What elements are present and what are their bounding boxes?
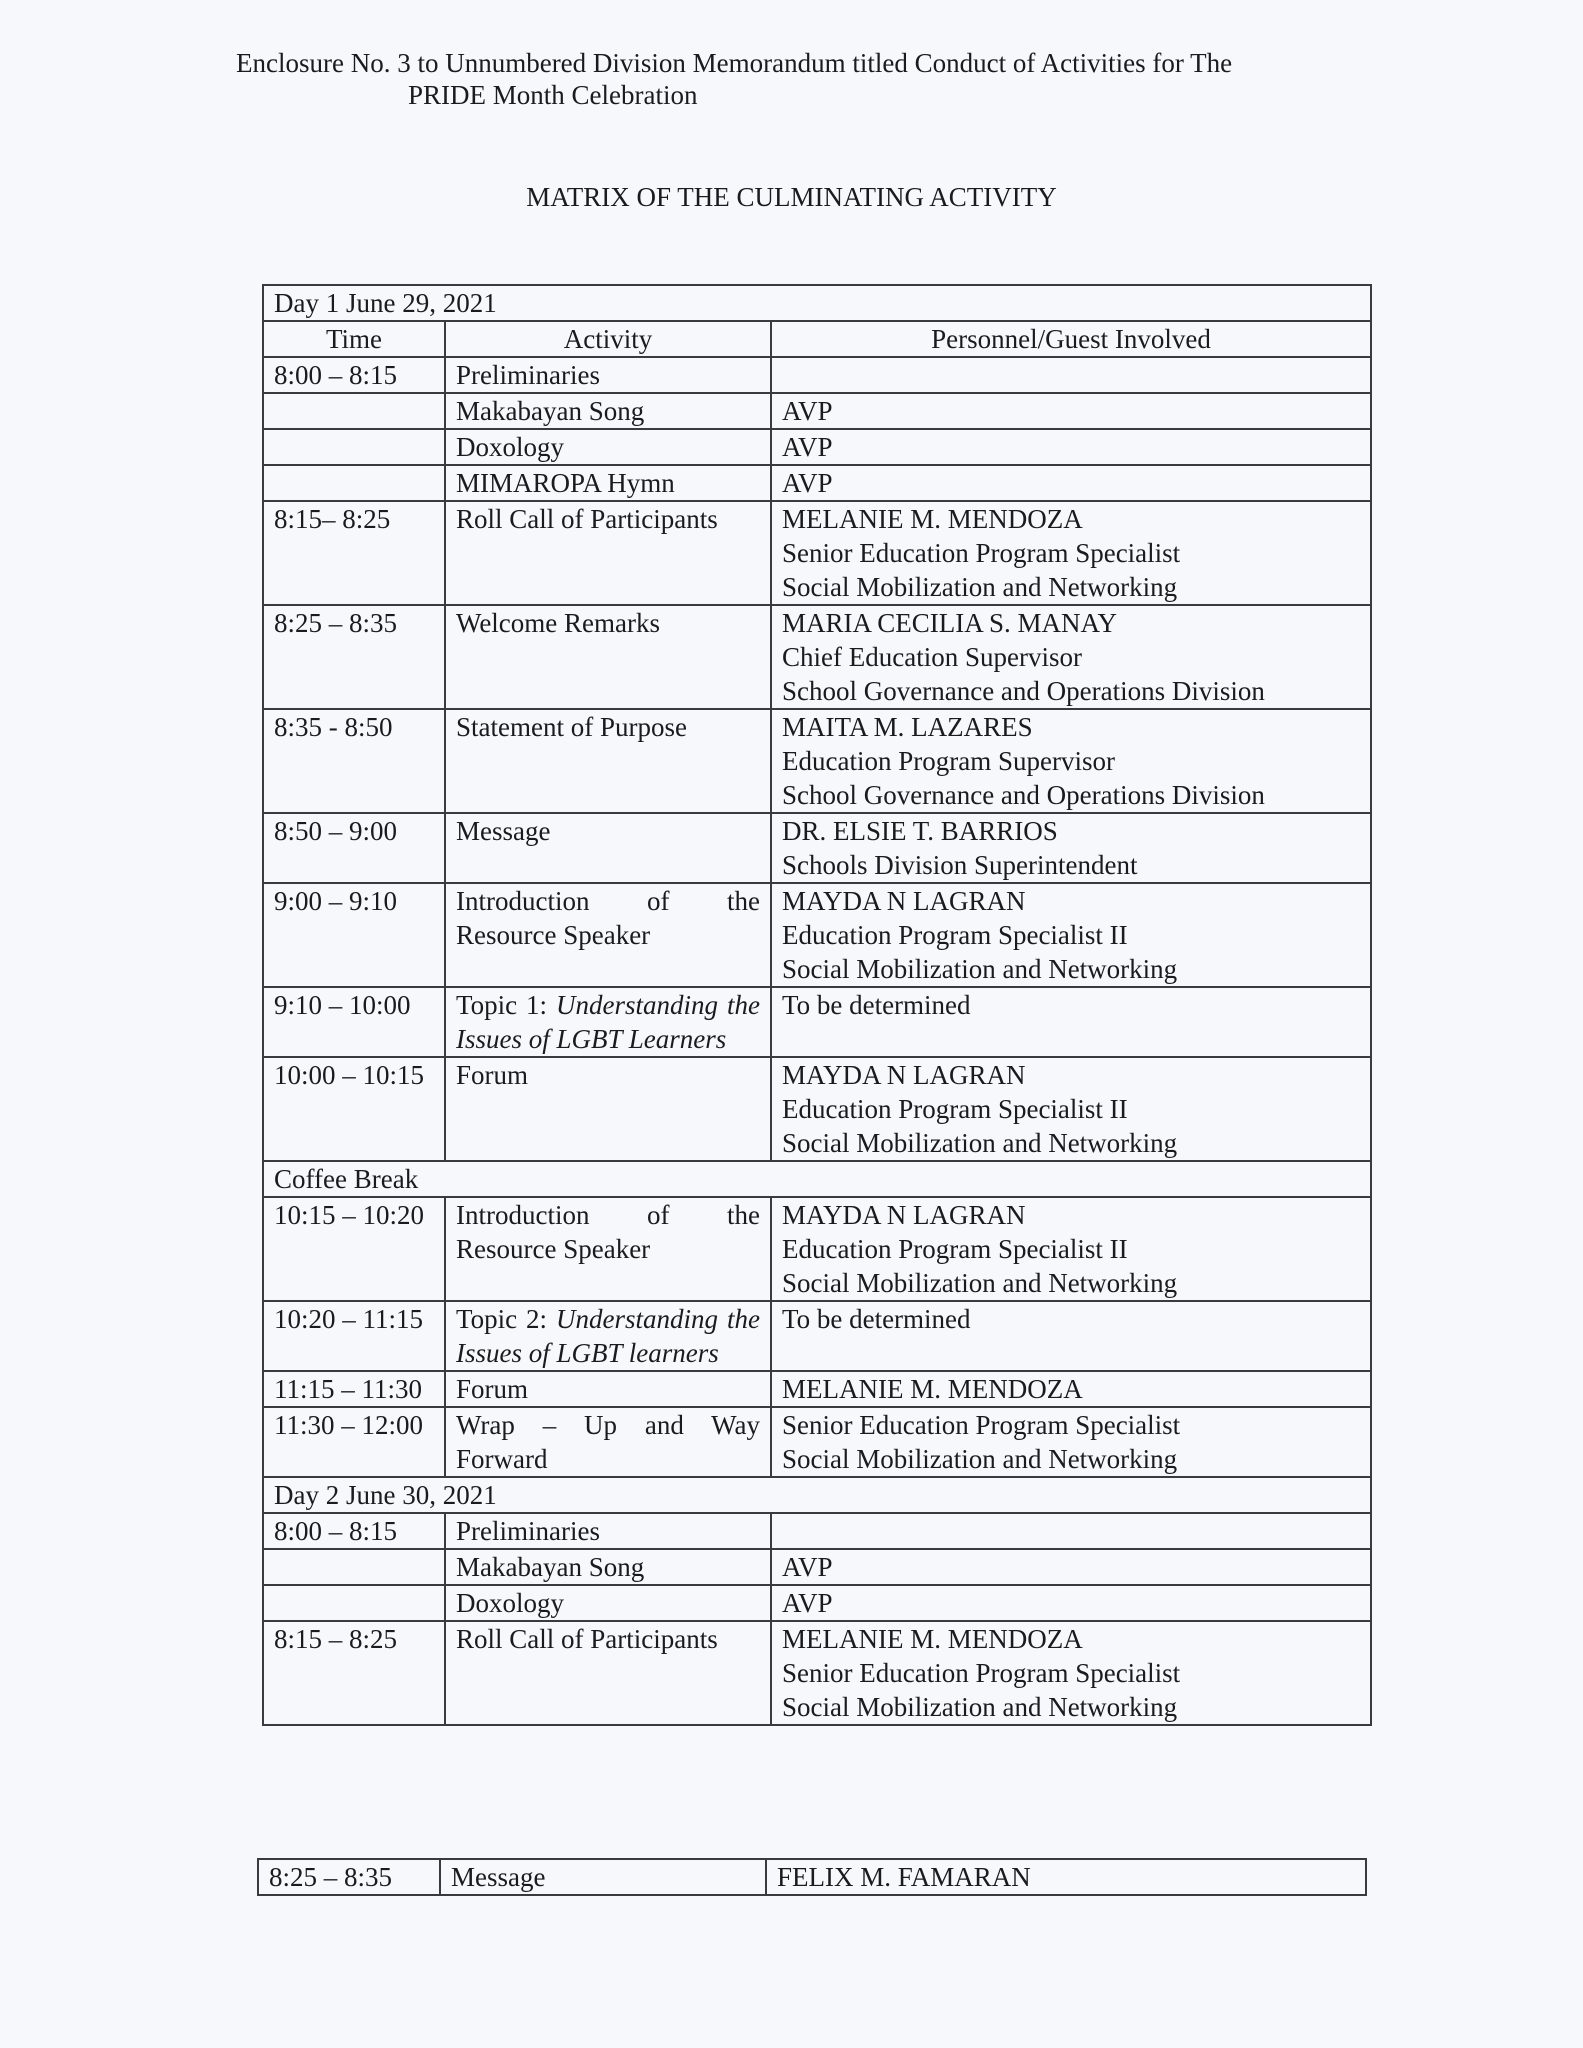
table-row bbox=[263, 709, 1371, 813]
personnel-line: MARIA CECILIA S. MANAY bbox=[782, 608, 1118, 638]
time-cell: 11:15 – 11:30 bbox=[263, 1371, 445, 1407]
activity-cell bbox=[445, 1301, 771, 1371]
personnel-line: AVP bbox=[782, 1588, 833, 1618]
activity-cell: Doxology bbox=[445, 1585, 771, 1621]
activity-cell: Welcome Remarks bbox=[445, 605, 771, 709]
activity-cell: Forum bbox=[445, 1057, 771, 1161]
time-cell bbox=[263, 1585, 445, 1621]
personnel-line: MELANIE M. MENDOZA bbox=[782, 504, 1083, 534]
time-cell: 8:15– 8:25 bbox=[263, 501, 445, 605]
activity-topic-label: Topic 2: bbox=[456, 1304, 548, 1334]
personnel-line: MAYDA N LAGRAN bbox=[782, 886, 1026, 916]
activity-cell: Statement of Purpose bbox=[445, 709, 771, 813]
personnel-line: DR. ELSIE T. BARRIOS bbox=[782, 816, 1058, 846]
personnel-cell bbox=[771, 1549, 1371, 1585]
personnel-cell bbox=[771, 429, 1371, 465]
personnel-line: MAYDA N LAGRAN bbox=[782, 1060, 1026, 1090]
table-row bbox=[263, 1513, 1371, 1549]
personnel-line: Education Program Specialist II bbox=[782, 1234, 1128, 1264]
table-row bbox=[263, 357, 1371, 393]
table-row bbox=[263, 1057, 1371, 1161]
activity-cell: Preliminaries bbox=[445, 1513, 771, 1549]
personnel-line: Education Program Specialist II bbox=[782, 1094, 1128, 1124]
activity-topic-title: Understanding the Issues of LGBT learners bbox=[456, 1304, 760, 1368]
personnel-line: AVP bbox=[782, 396, 833, 426]
personnel-line: Social Mobilization and Networking bbox=[782, 1444, 1178, 1474]
personnel-line: AVP bbox=[782, 468, 833, 498]
personnel-cell bbox=[771, 1621, 1371, 1725]
personnel-cell bbox=[771, 605, 1371, 709]
personnel-cell bbox=[771, 501, 1371, 605]
day-header-row bbox=[263, 1477, 1371, 1513]
activity-cell: Roll Call of Participants bbox=[445, 501, 771, 605]
column-header-row bbox=[263, 321, 1371, 357]
time-cell bbox=[263, 1549, 445, 1585]
personnel-line: AVP bbox=[782, 432, 833, 462]
activity-cell: Preliminaries bbox=[445, 357, 771, 393]
personnel-line: Chief Education Supervisor bbox=[782, 642, 1082, 672]
activity-cell: MIMAROPA Hymn bbox=[445, 465, 771, 501]
table-row bbox=[258, 1859, 1366, 1895]
personnel-line: MAITA M. LAZARES bbox=[782, 712, 1033, 742]
personnel-cell bbox=[771, 1301, 1371, 1371]
personnel-cell bbox=[771, 1513, 1371, 1549]
personnel-line: Social Mobilization and Networking bbox=[782, 1128, 1178, 1158]
personnel-cell bbox=[771, 883, 1371, 987]
activity-cell: Doxology bbox=[445, 429, 771, 465]
time-cell bbox=[263, 465, 445, 501]
table-row bbox=[263, 429, 1371, 465]
personnel-line: School Governance and Operations Division bbox=[782, 780, 1265, 810]
personnel-line: Social Mobilization and Networking bbox=[782, 1692, 1178, 1722]
coffee-break-label: Coffee Break bbox=[263, 1161, 1371, 1197]
document-title: MATRIX OF THE CULMINATING ACTIVITY bbox=[526, 182, 1057, 212]
day-label: Day 2 June 30, 2021 bbox=[263, 1477, 1371, 1513]
personnel-line: Education Program Supervisor bbox=[782, 746, 1115, 776]
table-row bbox=[263, 1407, 1371, 1477]
time-cell bbox=[263, 393, 445, 429]
personnel-line: MELANIE M. MENDOZA bbox=[782, 1624, 1083, 1654]
personnel-cell bbox=[771, 357, 1371, 393]
day1-rows bbox=[263, 357, 1371, 1161]
personnel-cell bbox=[771, 1197, 1371, 1301]
personnel-line: Senior Education Program Specialist bbox=[782, 1658, 1181, 1688]
day2-rows bbox=[263, 1513, 1371, 1725]
personnel-line: Social Mobilization and Networking bbox=[782, 572, 1178, 602]
personnel-line: Schools Division Superintendent bbox=[782, 850, 1138, 880]
time-cell: 9:10 – 10:00 bbox=[263, 987, 445, 1057]
time-cell: 8:25 – 8:35 bbox=[258, 1859, 440, 1895]
enclosure-heading-continued: PRIDE Month Celebration bbox=[408, 80, 698, 110]
activity-cell: Message bbox=[440, 1859, 766, 1895]
time-cell: 8:35 - 8:50 bbox=[263, 709, 445, 813]
activity-topic-label: Topic 1: bbox=[456, 990, 548, 1020]
activity-cell: Makabayan Song bbox=[445, 1549, 771, 1585]
activity-cell: Roll Call of Participants bbox=[445, 1621, 771, 1725]
table-row bbox=[263, 883, 1371, 987]
table-row bbox=[263, 987, 1371, 1057]
time-cell: 8:25 – 8:35 bbox=[263, 605, 445, 709]
personnel-line: Education Program Specialist II bbox=[782, 920, 1128, 950]
time-cell: 9:00 – 9:10 bbox=[263, 883, 445, 987]
activity-cell: Forum bbox=[445, 1371, 771, 1407]
table-row bbox=[263, 1549, 1371, 1585]
personnel-cell bbox=[771, 1057, 1371, 1161]
table-row bbox=[263, 1301, 1371, 1371]
time-cell: 10:00 – 10:15 bbox=[263, 1057, 445, 1161]
table-row bbox=[263, 393, 1371, 429]
enclosure-heading: Enclosure No. 3 to Unnumbered Division Memorandum titled Conduct of Activities for The bbox=[236, 48, 1233, 78]
personnel-line: AVP bbox=[782, 1552, 833, 1582]
table-row bbox=[263, 465, 1371, 501]
personnel-line: Social Mobilization and Networking bbox=[782, 1268, 1178, 1298]
personnel-cell bbox=[771, 1585, 1371, 1621]
time-cell: 8:00 – 8:15 bbox=[263, 1513, 445, 1549]
personnel-cell bbox=[771, 393, 1371, 429]
activity-cell: Introduction of the Resource Speaker bbox=[445, 1197, 771, 1301]
personnel-line: MELANIE M. MENDOZA bbox=[782, 1374, 1083, 1404]
activity-cell: Makabayan Song bbox=[445, 393, 771, 429]
post-break-rows bbox=[263, 1197, 1371, 1477]
time-cell: 11:30 – 12:00 bbox=[263, 1407, 445, 1477]
activity-cell: Introduction of the Resource Speaker bbox=[445, 883, 771, 987]
table-row bbox=[263, 1621, 1371, 1725]
personnel-line: Senior Education Program Specialist bbox=[782, 538, 1181, 568]
personnel-cell bbox=[771, 709, 1371, 813]
personnel-line: Social Mobilization and Networking bbox=[782, 954, 1178, 984]
personnel-line: School Governance and Operations Division bbox=[782, 676, 1265, 706]
personnel-line: To be determined bbox=[782, 990, 971, 1020]
activity-topic-title: Understanding the Issues of LGBT Learners bbox=[456, 990, 760, 1054]
table-row bbox=[263, 605, 1371, 709]
continuation-table bbox=[257, 1858, 1367, 1896]
day-label: Day 1 June 29, 2021 bbox=[263, 285, 1371, 321]
personnel-cell bbox=[771, 1407, 1371, 1477]
table-row bbox=[263, 813, 1371, 883]
personnel-line: Senior Education Program Specialist bbox=[782, 1410, 1181, 1440]
activity-cell: Message bbox=[445, 813, 771, 883]
table-row bbox=[263, 1197, 1371, 1301]
personnel-cell bbox=[771, 813, 1371, 883]
time-cell: 8:50 – 9:00 bbox=[263, 813, 445, 883]
coffee-break-row bbox=[263, 1161, 1371, 1197]
time-cell: 8:15 – 8:25 bbox=[263, 1621, 445, 1725]
personnel-cell bbox=[771, 465, 1371, 501]
table-row bbox=[263, 1371, 1371, 1407]
activity-matrix-table bbox=[262, 284, 1372, 1726]
personnel-line: To be determined bbox=[782, 1304, 971, 1334]
column-header-personnel: Personnel/Guest Involved bbox=[771, 321, 1371, 357]
column-header-activity: Activity bbox=[445, 321, 771, 357]
personnel-line: MAYDA N LAGRAN bbox=[782, 1200, 1026, 1230]
personnel-cell: FELIX M. FAMARAN bbox=[766, 1859, 1366, 1895]
time-cell: 10:20 – 11:15 bbox=[263, 1301, 445, 1371]
time-cell: 10:15 – 10:20 bbox=[263, 1197, 445, 1301]
time-cell: 8:00 – 8:15 bbox=[263, 357, 445, 393]
table-row bbox=[263, 501, 1371, 605]
column-header-time: Time bbox=[263, 321, 445, 357]
activity-cell: Wrap – Up and Way Forward bbox=[445, 1407, 771, 1477]
table-row bbox=[263, 1585, 1371, 1621]
time-cell bbox=[263, 429, 445, 465]
personnel-cell bbox=[771, 987, 1371, 1057]
activity-cell bbox=[445, 987, 771, 1057]
day-header-row bbox=[263, 285, 1371, 321]
personnel-cell bbox=[771, 1371, 1371, 1407]
